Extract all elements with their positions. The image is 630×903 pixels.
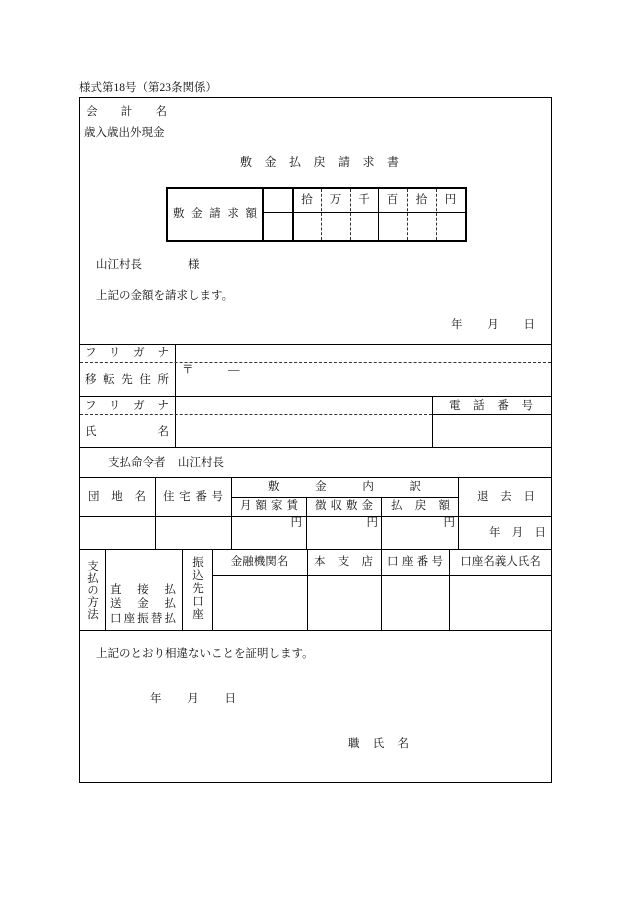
moveout-date: 年月日 xyxy=(489,527,558,539)
column-divider xyxy=(231,477,232,549)
form-title: 敷金払戻請求書 xyxy=(240,155,412,169)
postal-code-dash: — xyxy=(228,364,240,376)
column-divider xyxy=(307,549,308,630)
row-divider xyxy=(79,549,552,550)
rent-yen-unit: 円 xyxy=(290,517,302,529)
addressee-name: 山江村長 xyxy=(96,259,142,271)
certification-statement: 上記のとおり相違ないことを証明します。 xyxy=(96,648,314,660)
payment-order-label: 支払命令者 xyxy=(108,457,166,469)
row-divider xyxy=(432,414,552,415)
name-label: 氏名 xyxy=(85,426,230,438)
transfer-account-label: 振込先口座 xyxy=(191,556,203,621)
address-label: 移転先住所 xyxy=(85,374,176,386)
unit-number-header: 住宅番号 xyxy=(163,491,228,503)
furigana-divider xyxy=(80,414,432,415)
column-divider xyxy=(458,477,459,549)
collected-deposit-header: 徴収敷金 xyxy=(315,500,377,512)
row-divider xyxy=(79,447,552,448)
payment-option-direct: 直接払 xyxy=(110,584,192,596)
amount-label: 敷金請求額 xyxy=(173,208,264,220)
digit-header-thousand: 千 xyxy=(358,194,370,206)
branch-header: 本支店 xyxy=(314,556,386,568)
row-divider xyxy=(79,630,552,631)
phone-label: 電話番号 xyxy=(449,400,546,412)
collected-yen-unit: 円 xyxy=(366,517,378,529)
refund-yen-unit: 円 xyxy=(443,517,455,529)
form-number: 様式第18号（第23条関係） xyxy=(79,82,217,94)
column-divider xyxy=(105,549,106,630)
postal-code-mark: 〒 xyxy=(182,364,194,376)
deposit-breakdown-header: 敷金内訳 xyxy=(268,481,457,493)
certification-date: 年月日 xyxy=(150,693,262,705)
name-furigana-label: フリガナ xyxy=(85,400,182,412)
row-divider xyxy=(79,344,552,345)
furigana-divider xyxy=(80,362,551,363)
account-number-header: 口座番号 xyxy=(387,556,447,568)
row-divider xyxy=(79,396,552,397)
request-statement: 上記の金額を請求します。 xyxy=(96,290,234,302)
digit-header-ten-thousand-tens: 拾 xyxy=(301,194,313,206)
moveout-date-header: 退去日 xyxy=(477,491,547,503)
digit-header-hundred: 百 xyxy=(386,194,399,206)
payment-option-remittance: 送金払 xyxy=(110,598,192,610)
digit-header-yen: 円 xyxy=(444,194,457,206)
payment-option-account-transfer: 口座振替払 xyxy=(110,613,179,625)
addressee-honorific: 様 xyxy=(188,259,200,271)
amount-box xyxy=(166,187,467,242)
row-divider xyxy=(212,575,552,576)
estate-header: 団地名 xyxy=(88,491,158,503)
column-divider xyxy=(432,396,433,447)
digit-header-ten: 拾 xyxy=(415,194,428,206)
refund-amount-header: 払戻額 xyxy=(391,500,463,512)
request-date: 年月日 xyxy=(451,319,560,331)
payment-order-value: 山江村長 xyxy=(178,457,224,469)
official-name-label: 職氏名 xyxy=(348,738,423,750)
address-furigana-label: フリガナ xyxy=(85,347,182,359)
column-divider xyxy=(155,477,156,549)
payment-method-label: 支払の方法 xyxy=(86,560,98,620)
digit-header-ten-thousand: 万 xyxy=(329,194,342,206)
row-divider xyxy=(79,477,552,478)
bank-name-header: 金融機関名 xyxy=(230,556,289,568)
row-divider xyxy=(231,497,458,498)
column-divider xyxy=(262,189,264,240)
account-label: 会計名 xyxy=(86,106,191,118)
account-value: 歳入歳出外現金 xyxy=(84,127,165,139)
row-divider xyxy=(262,212,465,213)
monthly-rent-header: 月額家賃 xyxy=(240,500,302,512)
account-holder-header: 口座名義人氏名 xyxy=(460,556,541,568)
